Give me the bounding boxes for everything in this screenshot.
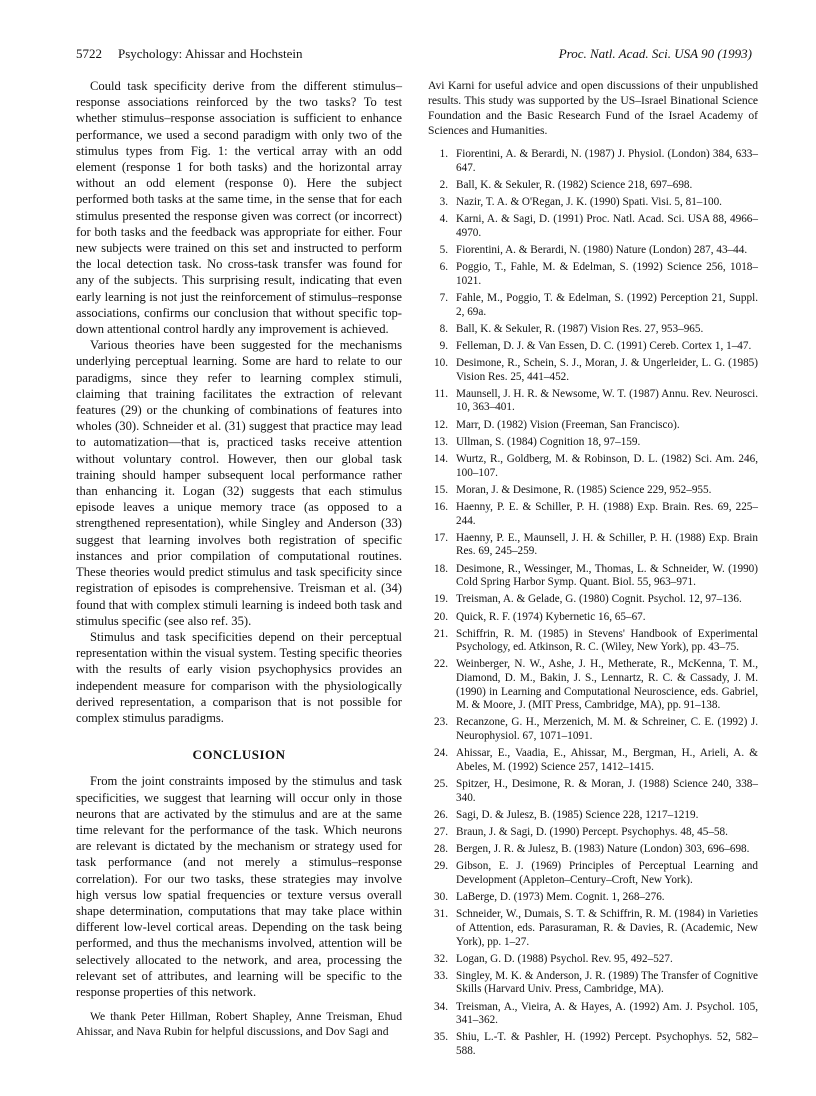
reference-text: Ball, K. & Sekuler, R. (1987) Vision Res. 27, 953–965. [456, 322, 704, 335]
reference-item [428, 1001, 758, 1028]
reference-number: 22. [434, 658, 448, 671]
reference-item [428, 563, 758, 590]
reference-item [428, 419, 758, 433]
reference-item [428, 292, 758, 319]
reference-text: Wurtz, R., Goldberg, M. & Robinson, D. L. (1982) Sci. Am. 246, 100–107. [456, 453, 758, 479]
reference-text: LaBerge, D. (1973) Mem. Cognit. 1, 268–276. [456, 891, 665, 904]
reference-item [428, 628, 758, 655]
reference-number: 33. [434, 969, 448, 982]
reference-number: 3. [439, 195, 448, 208]
reference-item [428, 611, 758, 625]
left-column [76, 78, 402, 1039]
reference-item [428, 340, 758, 354]
reference-text: Maunsell, J. H. R. & Newsome, W. T. (1987) Annu. Rev. Neurosci. 10, 363–401. [456, 387, 758, 414]
reference-item [428, 196, 758, 210]
reference-item [428, 261, 758, 288]
page-header [76, 46, 752, 64]
reference-item [428, 532, 758, 559]
reference-number: 30. [434, 891, 448, 904]
reference-text: Schiffrin, R. M. (1985) in Stevens' Handbook of Experimental Psychology, ed. Atkinson, R. C. (Wiley, New York), pp. 43–75. [456, 627, 758, 654]
journal-citation: Proc. Natl. Acad. Sci. USA 90 (1993) [558, 46, 752, 61]
reference-text: Treisman, A. & Gelade, G. (1980) Cognit. Psychol. 12, 97–136. [456, 593, 742, 606]
acknowledgment-end: Avi Karni for useful advice and open discussions of their unpublished results. This study was supported by the US–Israel Binational Science Foundation and the Basic Research Fund of the Israel Academy of Sciences and Humanities. [428, 79, 758, 137]
reference-text: Recanzone, G. H., Merzenich, M. M. & Schreiner, C. E. (1992) J. Neurophysiol. 67, 1071–1091. [456, 716, 758, 743]
reference-number: 26. [434, 808, 448, 821]
reference-item [428, 970, 758, 997]
reference-text: Haenny, P. E. & Schiller, P. H. (1988) Exp. Brain. Res. 69, 225–244. [456, 500, 758, 527]
reference-number: 12. [434, 418, 448, 431]
reference-item [428, 323, 758, 337]
reference-list [428, 148, 758, 1059]
reference-number: 2. [439, 178, 448, 191]
reference-text: Ahissar, E., Vaadia, E., Ahissar, M., Bergman, H., Arieli, A. & Abeles, M. (1992) Science 257, 1412–1415. [456, 747, 758, 773]
reference-number: 27. [434, 825, 448, 838]
reference-text: Gibson, E. J. (1969) Principles of Perceptual Learning and Development (Appleton–Century–Croft, New York). [456, 860, 758, 886]
reference-number: 15. [434, 483, 448, 496]
reference-number: 11. [434, 387, 448, 400]
reference-text: Spitzer, H., Desimone, R. & Moran, J. (1988) Science 240, 338–340. [456, 778, 758, 804]
reference-item [428, 593, 758, 607]
reference-text: Marr, D. (1982) Vision (Freeman, San Francisco). [456, 418, 680, 431]
body-paragraph: Stimulus and task specificities depend on their perceptual representation within the visual system. Testing specific theories with the results of early vision psychophysics provides an independent measure for comparison with the physiologically derived representation, a comparison that is not possible for complex stimulus paradigms. [76, 629, 402, 725]
reference-text: Fiorentini, A. & Berardi, N. (1987) J. Physiol. (London) 384, 633–647. [456, 148, 758, 174]
right-column [428, 78, 758, 1062]
reference-number: 8. [439, 322, 448, 335]
reference-number: 9. [439, 339, 448, 352]
reference-item [428, 148, 758, 175]
reference-number: 5. [439, 243, 448, 256]
reference-text: Weinberger, N. W., Ashe, J. H., Metherate, R., McKenna, T. M., Diamond, D. M., Bakin, J. S., Lennartz, R. C. & Cassady, J. M. (1990) in Learning and Computational Neuroscience, eds. Gabriel, M. & Moore, J. (MIT Press, Cambridge, MA), pp. 91–138. [456, 658, 758, 712]
reference-number: 21. [434, 627, 448, 640]
reference-text: Treisman, A., Vieira, A. & Hayes, A. (1992) Am. J. Psychol. 105, 341–362. [456, 1000, 758, 1027]
reference-number: 28. [434, 843, 448, 856]
reference-number: 31. [434, 908, 448, 921]
reference-number: 35. [434, 1031, 448, 1044]
reference-text: Poggio, T., Fahle, M. & Edelman, S. (1992) Science 256, 1018–1021. [456, 261, 758, 287]
reference-number: 24. [434, 747, 448, 760]
running-title: Psychology: Ahissar and Hochstein [118, 46, 303, 61]
reference-number: 7. [439, 291, 448, 304]
reference-number: 25. [434, 778, 448, 790]
reference-item [428, 658, 758, 712]
reference-item [428, 747, 758, 774]
reference-text: Nazir, T. A. & O'Regan, J. K. (1990) Spati. Visi. 5, 81–100. [456, 195, 722, 208]
reference-text: Karni, A. & Sagi, D. (1991) Proc. Natl. Acad. Sci. USA 88, 4966–4970. [456, 213, 758, 239]
reference-number: 1. [439, 148, 448, 160]
body-paragraph: Various theories have been suggested for the mechanisms underlying perceptual learning. Some are hard to relate to our paradigms, since they refer to learning complex stimuli, claiming that training facilitates the extraction of relevant features (29) or the chunking of combinations of features into wholes (30). Schneider et al. (31) suggest that practice may lead to automatization—that is, practiced tasks receive attention without voluntary control. However, then our global task training should hamper subsequent local performance rather than enhancing it. Logan (32) suggests that each stimulus episode leaves a unique memory trace (as opposed to a strengthened representation), while Singley and Anderson (33) suggest that learning involves both registration of specific instances and prior compilation of computational routines. These theories would predict stimulus and task specificity since registration of episodes is comprehensive. Treisman et al. (34) found that with complex stimuli learning is indeed both task and stimulus specific (see also ref. 35). [76, 338, 402, 628]
reference-text: Haenny, P. E., Maunsell, J. H. & Schiller, P. H. (1988) Exp. Brain Res. 69, 245–259. [456, 531, 758, 558]
reference-text: Desimone, R., Schein, S. J., Moran, J. & Ungerleider, L. G. (1985) Vision Res. 25, 441–452. [456, 357, 758, 383]
reference-number: 23. [434, 716, 448, 729]
reference-text: Logan, G. D. (1988) Psychol. Rev. 95, 492–527. [456, 952, 673, 965]
reference-number: 29. [434, 860, 448, 873]
reference-number: 32. [434, 952, 448, 965]
reference-number: 14. [434, 453, 448, 465]
reference-item [428, 244, 758, 258]
reference-item [428, 179, 758, 193]
reference-item [428, 860, 758, 887]
reference-text: Bergen, J. R. & Julesz, B. (1983) Nature (London) 303, 696–698. [456, 843, 750, 856]
reference-item [428, 501, 758, 528]
reference-text: Schneider, W., Dumais, S. T. & Schiffrin, R. M. (1984) in Varieties of Attention, eds. Parasuraman, R. & Davies, R. (Academic, New York), pp. 1–27. [456, 908, 758, 948]
reference-text: Fahle, M., Poggio, T. & Edelman, S. (1992) Perception 21, Suppl. 2, 69a. [456, 291, 758, 318]
acknowledgment-start: We thank Peter Hillman, Robert Shapley, Anne Treisman, Ehud Ahissar, and Nava Rubin for helpful discussions, and Dov Sagi and [76, 1010, 402, 1039]
reference-text: Desimone, R., Wessinger, M., Thomas, L. & Schneider, W. (1990) Cold Spring Harbor Symp. Quant. Biol. 55, 963–971. [456, 562, 758, 589]
reference-item [428, 778, 758, 805]
reference-item [428, 843, 758, 857]
page-number: 5722 [76, 46, 102, 61]
reference-item [428, 388, 758, 415]
reference-number: 18. [434, 562, 448, 575]
reference-item [428, 357, 758, 384]
reference-text: Braun, J. & Sagi, D. (1990) Percept. Psychophys. 48, 45–58. [456, 825, 728, 838]
reference-text: Quick, R. F. (1974) Kybernetic 16, 65–67. [456, 610, 646, 623]
reference-number: 10. [434, 357, 448, 370]
reference-item [428, 826, 758, 840]
reference-item [428, 953, 758, 967]
reference-number: 20. [434, 610, 448, 623]
reference-number: 19. [434, 593, 448, 606]
reference-text: Felleman, D. J. & Van Essen, D. C. (1991) Cereb. Cortex 1, 1–47. [456, 339, 752, 352]
reference-text: Shiu, L.-T. & Pashler, H. (1992) Percept. Psychophys. 52, 582–588. [456, 1031, 758, 1058]
reference-item [428, 453, 758, 480]
conclusion-heading: CONCLUSION [192, 747, 286, 763]
body-paragraph: Could task specificity derive from the different stimulus–response associations reinforced by the two tasks? To test whether stimulus–response association is sufficient to enhance performance, we used a second paradigm with only two of the stimulus types from Fig. 1: the vertical array with an odd element (response 1 for both tasks) and the horizontal array without an odd element (response 0). Here the subject performed both tasks at the same time, in the sense that for each stimulus presented the response given was correct (or incorrect) for both tasks and the feedback was appropriate for either. Four new subjects were trained on this set and instructed to perform the local detection task. No cross-task transfer was found for any of the subjects. This surprising result, indicating that even early learning is not just the reinforcement of stimulus–response associations, confirms our conclusion that without specific top-down attentional control hardly any improvement is achieved. [76, 79, 402, 337]
reference-item [428, 213, 758, 240]
reference-text: Moran, J. & Desimone, R. (1985) Science 229, 952–955. [456, 483, 712, 496]
reference-number: 34. [434, 1000, 448, 1013]
reference-item [428, 436, 758, 450]
reference-text: Ball, K. & Sekuler, R. (1982) Science 218, 697–698. [456, 178, 693, 191]
reference-number: 4. [439, 213, 448, 226]
reference-item [428, 891, 758, 905]
reference-item [428, 908, 758, 949]
reference-text: Fiorentini, A. & Berardi, N. (1980) Nature (London) 287, 43–44. [456, 243, 748, 256]
reference-item [428, 484, 758, 498]
reference-number: 6. [439, 261, 448, 274]
reference-item [428, 716, 758, 743]
reference-item [428, 1031, 758, 1058]
reference-number: 13. [434, 435, 448, 448]
reference-number: 16. [434, 500, 448, 513]
reference-item [428, 809, 758, 823]
reference-number: 17. [434, 531, 448, 544]
reference-text: Ullman, S. (1984) Cognition 18, 97–159. [456, 435, 641, 448]
reference-text: Singley, M. K. & Anderson, J. R. (1989) The Transfer of Cognitive Skills (Harvard Univ. Press, Cambridge, MA). [456, 969, 758, 996]
conclusion-paragraph: From the joint constraints imposed by the stimulus and task specificities, we suggest that learning will occur only in those neurons that are activated by the stimulus and are at the same time relevant for the performance of the task. Which neurons are relevant is dictated by the mechanism or strategy used for task performance (and not merely a stimulus–response correlation). For our two tasks, these strategies may involve high versus low spatial frequencies or texture versus overall shape determination, computations that may take place within different low-level cortical areas. Depending on the task being performed, and thus the mechanisms involved, attention will be selectively allocated to the network, and area, processing the relevant set of attributes, and learning will be specific to the response properties of this network. [76, 774, 402, 999]
reference-text: Sagi, D. & Julesz, B. (1985) Science 228, 1217–1219. [456, 808, 699, 821]
